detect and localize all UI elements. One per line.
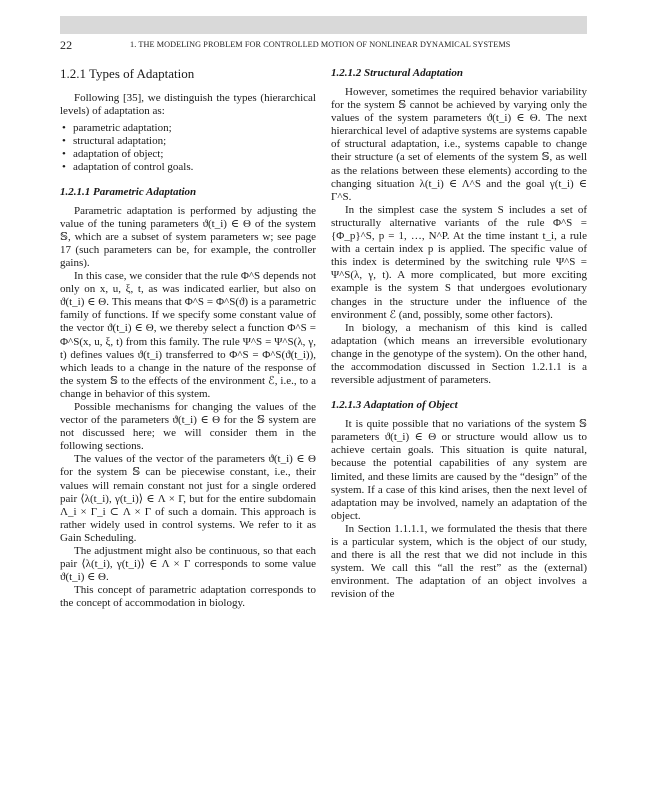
subsection-heading-parametric: 1.2.1.1 Parametric Adaptation [60, 185, 197, 198]
section-heading: 1.2.1 Types of Adaptation [60, 66, 195, 81]
paragraph: It is quite possible that no variations of the system 𝕊 parameters ϑ(t_i) ∈ Θ or structure would allow us to achieve certain goals. This situation is quite natural, because the potential capabilities of any system are limited, and these limits are caused by the “design” of the system. If a case of this kind arises, then the next level of adaptation may be involved, namely an adaptation of the object. [331, 418, 587, 522]
list-item: • adaptation of control goals. [60, 161, 316, 174]
paragraph: Possible mechanisms for changing the values of the vector of the parameters ϑ(t_i) ∈ Θ for the 𝕊 system are not discussed here; we will consider them in the following sections. [60, 400, 316, 453]
left-column [60, 66, 316, 610]
paragraph: In biology, a mechanism of this kind is called adaptation (which means an irreversible evolutionary change in the genotype of the system). On the other hand, the accommodation discussed in Section 1.2.1.1 is a reversible adjustment of parameters. [331, 321, 587, 387]
running-title: 1. THE MODELING PROBLEM FOR CONTROLLED MOTION OF NONLINEAR DYNAMICAL SYSTEMS [130, 40, 511, 49]
list-item: • adaptation of object; [60, 148, 316, 161]
paragraph: In this case, we consider that the rule Φ^S depends not only on x, u, ξ, t, as was indicated earlier, but also on ϑ(t_i) ∈ Θ. This means that Φ^S = Φ^S(ϑ) is a parametric family of functions. If we specify some constant value of the vector ϑ(t_i) ∈ Θ, we thereby select a function Φ^S = Φ^S(x, u, ξ, t) from this family. The rule Ψ^S = Ψ^S(λ, γ, t) defines values ϑ(t_i) transferred to Φ^S = Φ^S(ϑ(t_i)), which leads to a change in the nature of the response of the system 𝕊 to the effects of the environment ℰ, i.e., to a change in behavior of this system. [60, 270, 316, 400]
paragraph: The values of the vector of the parameters ϑ(t_i) ∈ Θ for the system 𝕊 can be piecewise constant, i.e., their values will remain constant not just for a single ordered pair ⟨λ(t_i), γ(t_i)⟩ ∈ Λ × Γ, but for the entire subdomain Λ_i × Γ_i ⊂ Λ × Γ of such a domain. This approach is rather widely used in control systems. We refer to it as Gain Scheduling. [60, 453, 316, 544]
adaptation-types-list [60, 122, 316, 174]
running-head [60, 40, 587, 56]
page-number: 22 [60, 38, 73, 52]
top-bar [60, 16, 587, 34]
paragraph: The adjustment might also be continuous, so that each pair ⟨λ(t_i), γ(t_i)⟩ ∈ Λ × Γ corresponds to some value ϑ(t_i) ∈ Θ. [60, 545, 316, 584]
right-column [331, 66, 587, 601]
paragraph: This concept of parametric adaptation corresponds to the concept of accommodation in biology. [60, 584, 316, 610]
paragraph: In Section 1.1.1.1, we formulated the thesis that there is a particular system, which is the object of our study, and there is all the rest that we did not include in this system. We call this “all the rest” as the (external) environment. The adaptation of an object involves a revision of the [331, 522, 587, 601]
list-item: • parametric adaptation; [60, 122, 316, 135]
paragraph: Parametric adaptation is performed by adjusting the value of the tuning parameters ϑ(t_i) ∈ Θ of the system 𝕊, which are a subset of system parameters w; see page 17 (such parameters can be, for example, the controller gains). [60, 204, 316, 269]
paragraph: In the simplest case the system S includes a set of structurally alternative variants of the rule Φ^S = {Φ_p}^S, p = 1, …, N^P. At the time instant t_i, a rule with a certain index p is applied. The specific value of this index is determined by the switching rule Ψ^S = Ψ^S(λ, γ, t). A more complicated, but more exciting example is the system S that undergoes evolutionary changes in the structure under the influence of the environment ℰ (and, possibly, some other factors). [331, 203, 587, 321]
paragraph: However, sometimes the required behavior variability for the system 𝕊 cannot be achieved by varying only the values of the system parameters ϑ(t_i) ∈ Θ. The next hierarchical level of adaptive systems are systems capable of structural adaptation, i.e., systems capable to change their structure (a set of elements of the system 𝕊, as well as the relations between these elements) according to the changing situation λ(t_i) ∈ Λ^S and the goal γ(t_i) ∈ Γ^S. [331, 86, 587, 203]
subsection-heading-structural: 1.2.1.2 Structural Adaptation [331, 67, 463, 79]
list-item: • structural adaptation; [60, 135, 316, 148]
subsection-heading-object: 1.2.1.3 Adaptation of Object [331, 399, 458, 412]
intro-paragraph: Following [35], we distinguish the types (hierarchical levels) of adaptation as: [60, 92, 316, 118]
